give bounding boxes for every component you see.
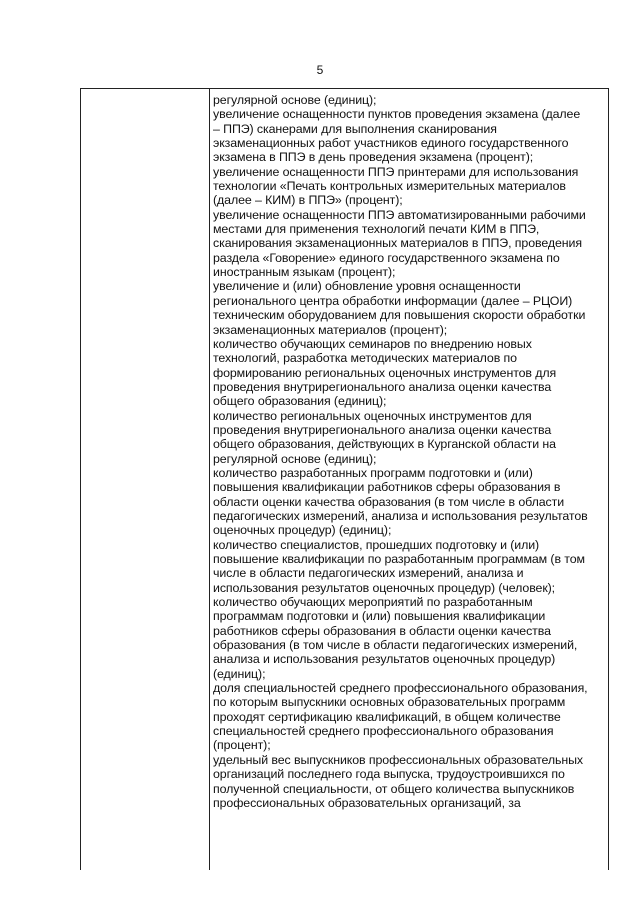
- text-line: повышение квалификации по разработанным программам (в том: [213, 552, 585, 566]
- text-line: (процент);: [213, 738, 271, 753]
- text-line: количество специалистов, прошедших подготовку и (или): [213, 537, 540, 552]
- text-line: полученной специальности, от общего количества выпускников: [213, 781, 575, 796]
- text-line: общего образования (единиц);: [213, 394, 387, 409]
- text-line: сканирования экзаменационных материалов в ППЭ, проведения: [213, 236, 582, 251]
- text-line: увеличение оснащенности ППЭ принтерами для использования: [213, 164, 579, 179]
- indicator-table: [80, 88, 609, 870]
- text-line: увеличение и (или) обновление уровня оснащенности: [213, 279, 521, 294]
- text-line: регионального центра обработки информации (далее – РЦОИ): [213, 293, 573, 308]
- text-line: проведения внутрирегионального анализа оценки качества: [213, 379, 552, 394]
- text-line: (единиц);: [213, 666, 266, 681]
- text-line: количество обучающих семинаров по внедрению новых: [213, 336, 532, 351]
- text-line: регулярной основе (единиц);: [213, 451, 377, 466]
- text-line: раздела «Говорение» единого государственного экзамена по: [213, 250, 560, 265]
- text-line: использования результатов оценочных процедур) (человек);: [213, 580, 556, 595]
- text-line: проведения внутрирегионального анализа оценки качества: [213, 422, 552, 437]
- text-line: увеличение оснащенности ППЭ автоматизированными рабочими: [213, 207, 586, 222]
- text-line: доля специальностей среднего профессионального образования,: [213, 681, 588, 696]
- text-line: местами для применения технологий печати КИМ в ППЭ,: [213, 222, 540, 237]
- text-line: формированию региональных оценочных инструментов для: [213, 365, 557, 380]
- text-line: числе в области педагогических измерений, анализа и: [213, 566, 524, 581]
- text-line: иностранным языкам (процент);: [213, 265, 396, 280]
- text-line: регулярной основе (единиц);: [213, 93, 377, 107]
- text-line: организаций последнего года выпуска, трудоустроившихся по: [213, 767, 565, 782]
- text-line: программам подготовки и (или) повышения квалификации: [213, 609, 546, 624]
- text-line: технологии «Печать контрольных измерительных материалов: [213, 179, 566, 194]
- text-line: повышения квалификации работников сферы образования в: [213, 480, 561, 495]
- text-line: области оценки качества образования (в том числе в области: [213, 494, 565, 509]
- text-line: экзамена в ППЭ в день проведения экзамена (процент);: [213, 150, 534, 165]
- text-line: количество разработанных программ подготовки и (или): [213, 465, 533, 480]
- text-line: общего образования, действующих в Курганской области на: [213, 437, 556, 452]
- text-line: педагогических измерений, анализа и использования результатов: [213, 508, 588, 523]
- text-line: оценочных процедур) (единиц);: [213, 523, 392, 538]
- text-line: количество обучающих мероприятий по разработанным: [213, 595, 533, 610]
- text-line: специальностей среднего профессионального образования: [213, 724, 554, 739]
- text-line: увеличение оснащенности пунктов проведения экзамена (далее: [213, 107, 581, 122]
- text-line: экзаменационных материалов (процент);: [213, 322, 448, 337]
- page-number: 5: [316, 63, 324, 77]
- table-left-column: [81, 89, 209, 870]
- text-line: образования (в том числе в области педагогических измерений,: [213, 638, 578, 653]
- text-line: технологий, разработка методических материалов по: [213, 351, 517, 366]
- text-line: количество региональных оценочных инструментов для: [213, 408, 532, 423]
- text-line: по которым выпускники основных образовательных программ: [213, 695, 566, 710]
- table-right-column: [213, 93, 607, 810]
- text-line: анализа и использования результатов оценочных процедур): [213, 652, 556, 667]
- text-line: – ППЭ) сканерами для выполнения сканирования: [213, 121, 497, 136]
- text-line: экзаменационных работ участников единого государственного: [213, 136, 569, 151]
- text-line: проходят сертификацию квалификаций, в общем количестве: [213, 709, 561, 724]
- text-line: техническим оборудованием для повышения скорости обработки: [213, 308, 586, 323]
- text-line: удельный вес выпускников профессиональных образовательных: [213, 752, 584, 767]
- text-line: работников сферы образования в области оценки качества: [213, 623, 551, 638]
- text-line: (далее – КИМ) в ППЭ» (процент);: [213, 193, 403, 208]
- column-divider: [209, 89, 210, 870]
- text-line: профессиональных образовательных организаций, за: [213, 795, 521, 810]
